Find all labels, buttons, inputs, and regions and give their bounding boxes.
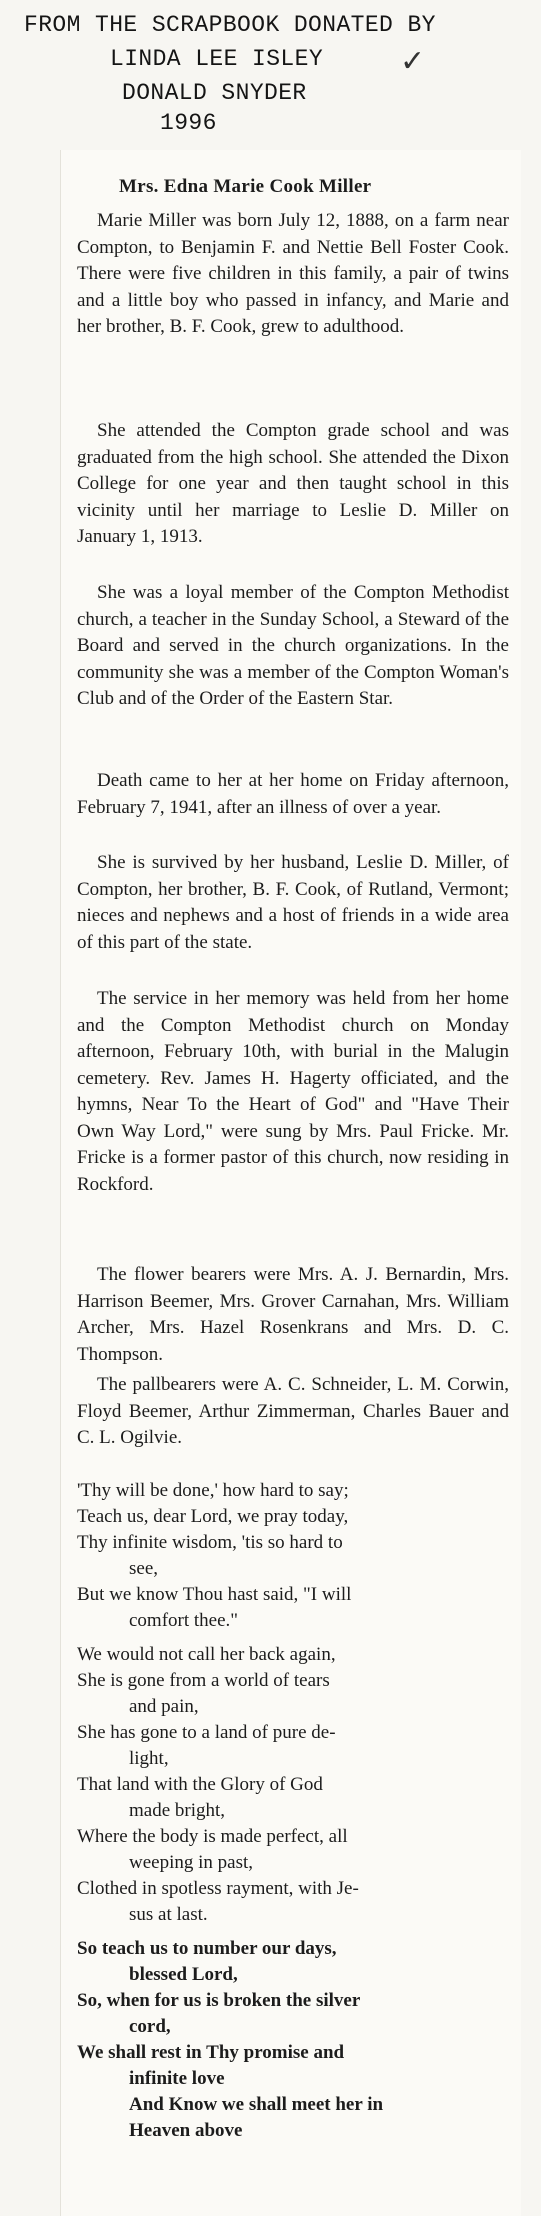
paragraph-education: She attended the Compton grade school and was graduated from the high school. She attended the Dixon College for one year and then taught school in this vicinity until her marriage to Leslie D. Miller on January 1, 1913.: [77, 420, 509, 547]
poem-line: We would not call her back again,: [77, 1644, 336, 1665]
poem-line: Where the body is made perfect, all: [77, 1826, 348, 1847]
poem-line: She has gone to a land of pure de-: [77, 1722, 336, 1743]
poem-line: Teach us, dear Lord, we pray today,: [77, 1506, 349, 1527]
poem-line: 'Thy will be done,' how hard to say;: [77, 1480, 349, 1501]
poem-line: made bright,: [129, 1800, 226, 1821]
poem-line: But we know Thou hast said, "I will: [77, 1584, 352, 1605]
poem-line: So teach us to number our days,: [77, 1938, 337, 1959]
poem-line: comfort thee.": [129, 1610, 239, 1631]
poem-line: Heaven above: [129, 2120, 243, 2141]
poem-line: blessed Lord,: [129, 1964, 238, 1985]
check-mark-icon: ✓: [400, 44, 426, 79]
header-line-1: FROM THE SCRAPBOOK DONATED BY: [24, 12, 436, 38]
poem-line: infinite love: [129, 2068, 225, 2089]
paragraph-service: The service in her memory was held from her home and the Compton Methodist church on Monday afternoon, February 10th, with burial in the Malugin cemetery. Rev. James H. Hagerty officiated, and the hymns, Near To the Heart of God" and "Have Their Own Way Lord," were sung by Mrs. Paul Fricke. Mr. Fricke is a former pastor of this church, now residing in Rockford.: [77, 988, 509, 1195]
header-year: 1996: [160, 110, 217, 136]
paragraph-church: She was a loyal member of the Compton Methodist church, a teacher in the Sunday School, a Steward of the Board and served in the church organizations. In the community she was a member of the Compton Woman's Club and of the Order of the Eastern Star.: [77, 582, 509, 709]
header-line-2: LINDA LEE ISLEY: [110, 46, 324, 72]
obituary-title: Mrs. Edna Marie Cook Miller: [119, 176, 372, 197]
poem-line: And Know we shall meet her in: [129, 2094, 384, 2115]
poem-line: That land with the Glory of God: [77, 1774, 323, 1795]
poem-line: cord,: [129, 2016, 171, 2037]
poem-line: She is gone from a world of tears: [77, 1670, 330, 1691]
paragraph-survivors: She is survived by her husband, Leslie D. Miller, of Compton, her brother, B. F. Cook, of Rutland, Vermont; nieces and nephews and a host of friends in a wide area of this part of the state.: [77, 852, 509, 953]
poem-line: So, when for us is broken the silver: [77, 1990, 361, 2011]
paragraph-flower-bearers: The flower bearers were Mrs. A. J. Bernardin, Mrs. Harrison Beemer, Mrs. Grover Carnahan, Mrs. William Archer, Mrs. Hazel Rosenkrans and Mrs. D. C. Thompson.: [77, 1264, 509, 1365]
poem-line: light,: [129, 1748, 169, 1769]
poem-line: see,: [129, 1558, 159, 1579]
memorial-poem: [77, 1478, 517, 2144]
poem-line: Thy infinite wisdom, 'tis so hard to: [77, 1532, 343, 1553]
paragraph-death: Death came to her at her home on Friday afternoon, February 7, 1941, after an illness of over a year.: [77, 770, 509, 818]
poem-line: and pain,: [129, 1696, 199, 1717]
paragraph-pallbearers: The pallbearers were A. C. Schneider, L. M. Corwin, Floyd Beemer, Arthur Zimmerman, Charles Bauer and C. L. Ogilvie.: [77, 1374, 509, 1448]
header-line-3: DONALD SNYDER: [122, 80, 307, 106]
poem-line: sus at last.: [129, 1904, 208, 1925]
paragraph-birth: Marie Miller was born July 12, 1888, on a farm near Compton, to Benjamin F. and Nettie Bell Foster Cook. There were five children in this family, a pair of twins and a little boy who passed in infancy, and Marie and her brother, B. F. Cook, grew to adulthood.: [77, 210, 509, 337]
poem-line: Clothed in spotless rayment, with Je-: [77, 1878, 359, 1899]
newspaper-clipping: [60, 150, 521, 2216]
poem-line: weeping in past,: [129, 1852, 254, 1873]
poem-line: We shall rest in Thy promise and: [77, 2042, 345, 2063]
